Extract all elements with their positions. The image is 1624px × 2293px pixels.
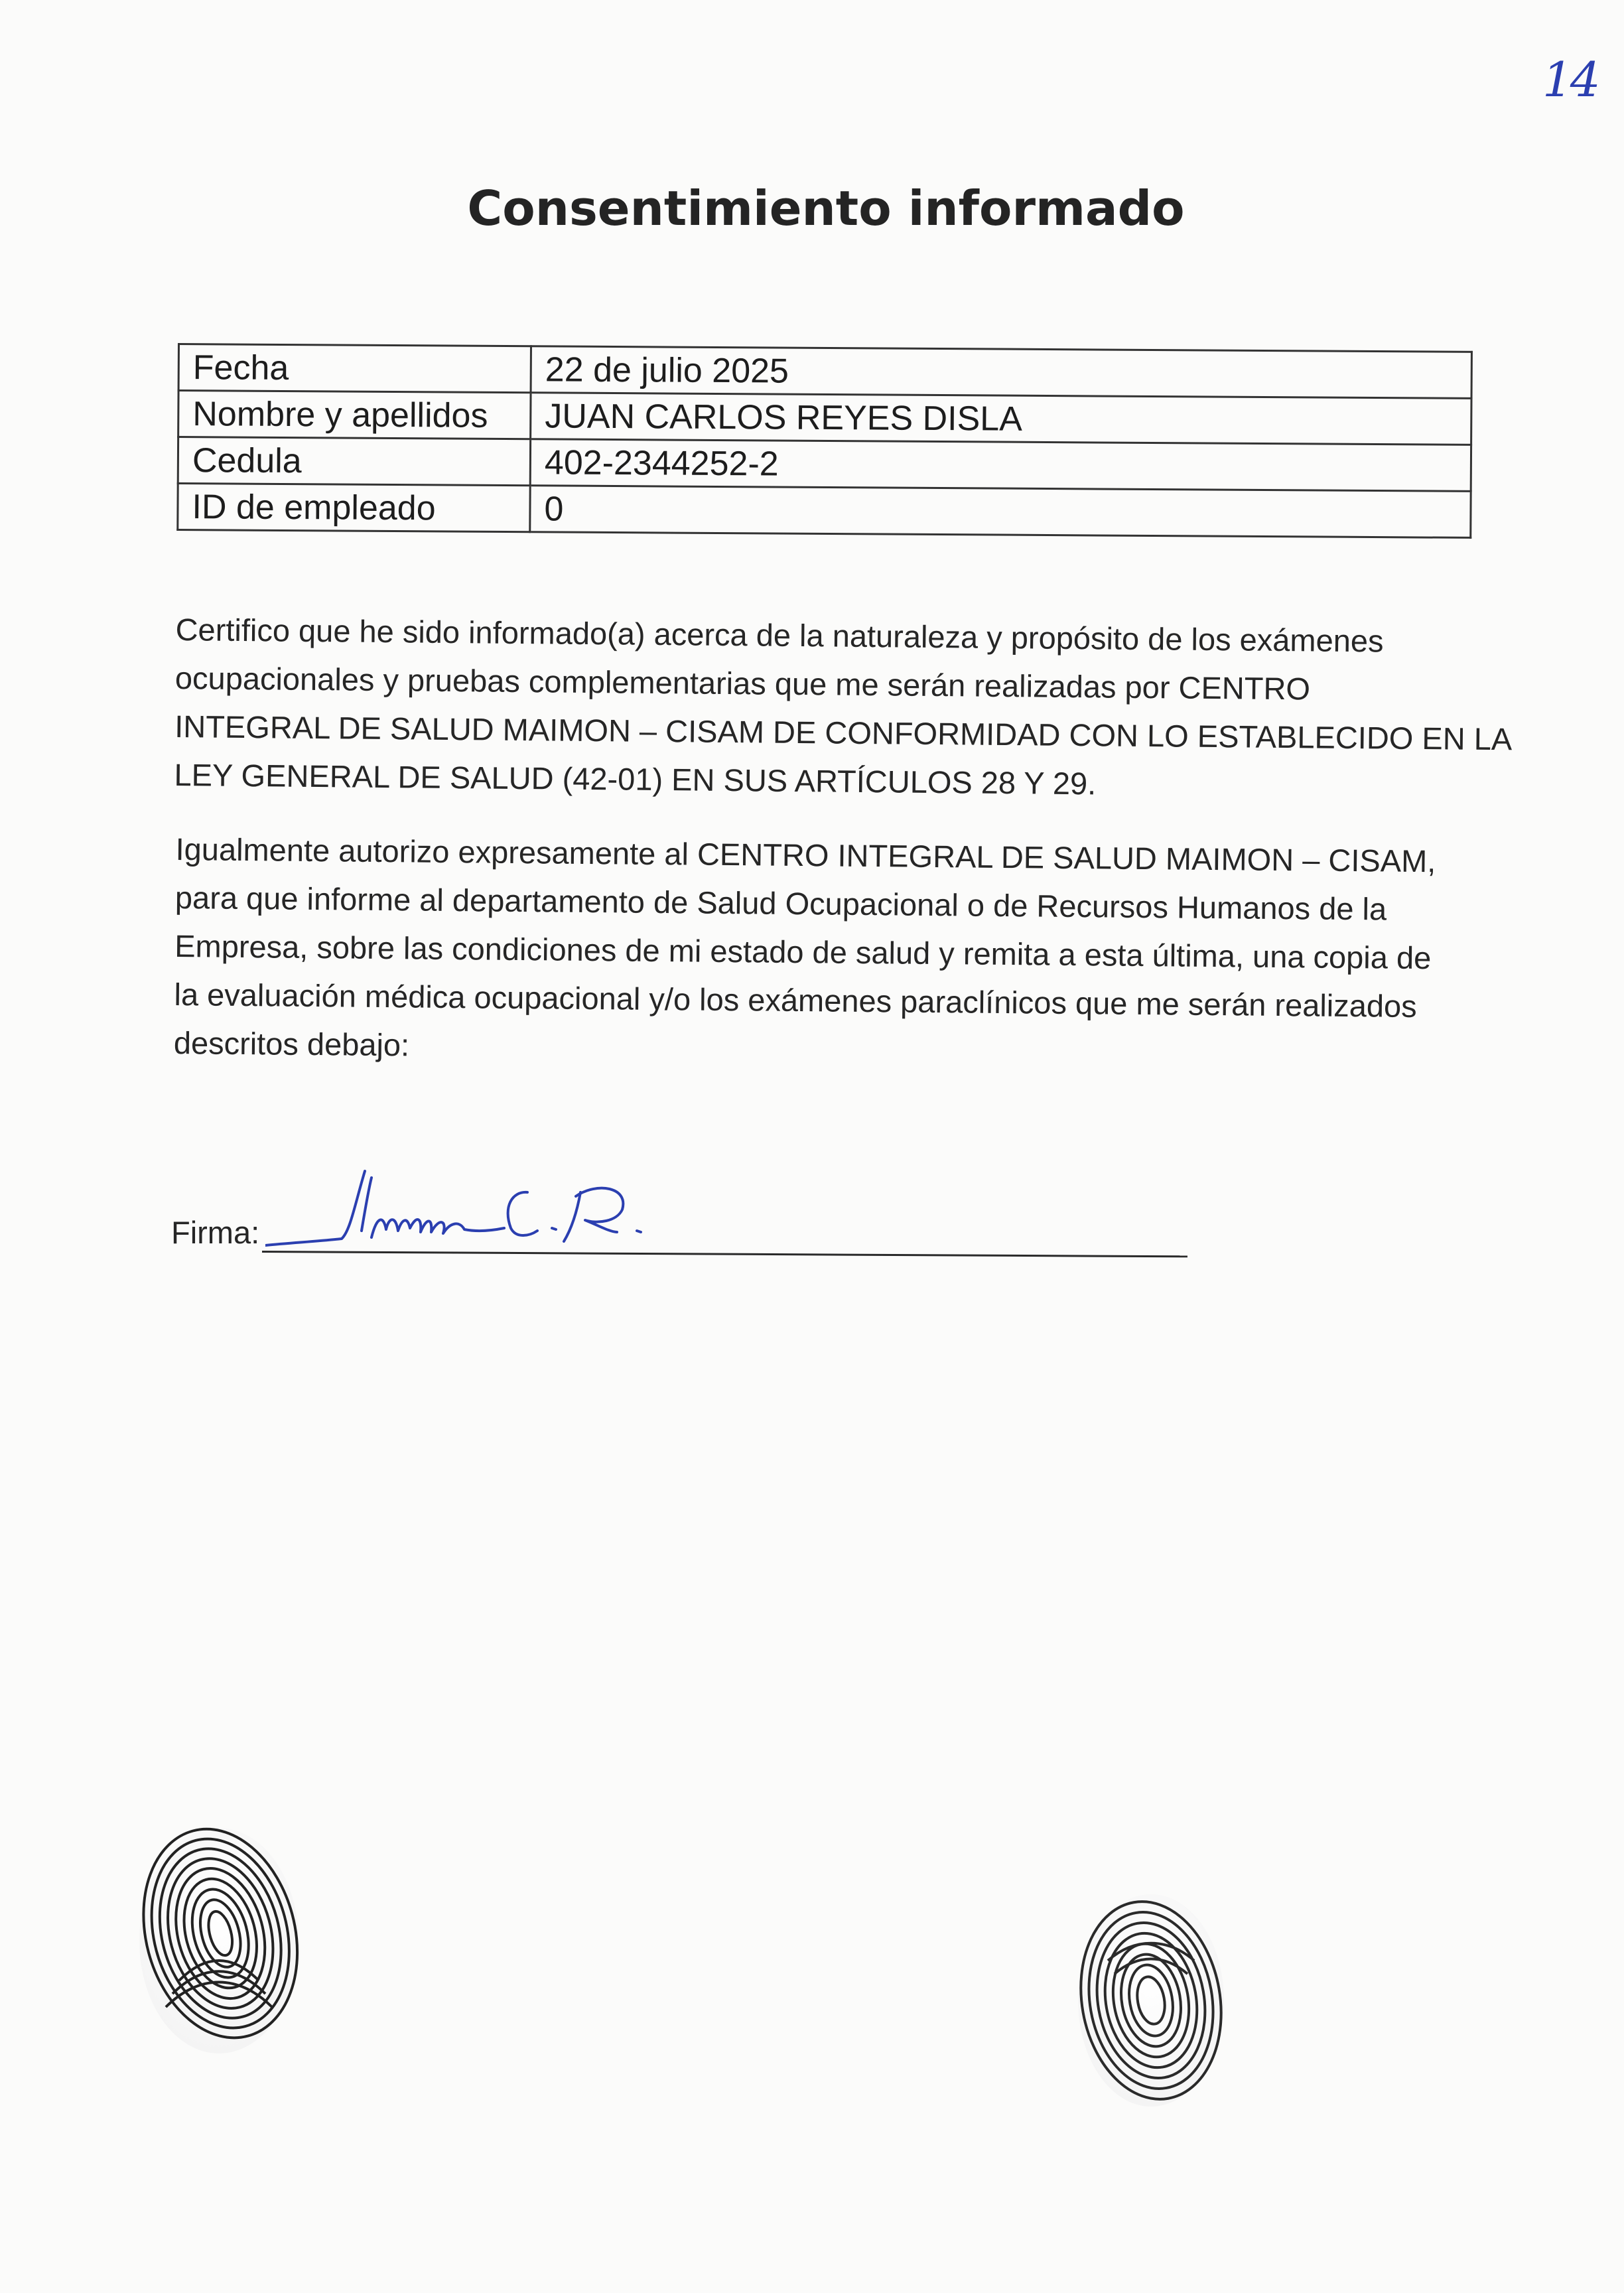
page-number-handwritten: 14 bbox=[1542, 52, 1598, 107]
fecha-value: 22 de julio 2025 bbox=[531, 346, 1471, 399]
signature-label: Firma: bbox=[171, 1215, 260, 1250]
paragraph-line: la evaluación médica ocupacional y/o los exámenes paraclínicos que me serán realizados bbox=[174, 976, 1417, 1024]
paragraph-line: ocupacionales y pruebas complementarias que me serán realizadas por CENTRO bbox=[174, 660, 1311, 707]
nombre-label: Nombre y apellidos bbox=[178, 391, 531, 439]
employee-id-label: ID de empleado bbox=[178, 484, 530, 532]
table-row bbox=[178, 484, 1471, 538]
right-fingerprint bbox=[1071, 1884, 1231, 2117]
cedula-label: Cedula bbox=[178, 437, 530, 486]
table-row bbox=[178, 437, 1471, 492]
cedula-value: 402-2344252-2 bbox=[530, 439, 1471, 492]
left-fingerprint bbox=[133, 1818, 305, 2063]
info-table bbox=[176, 343, 1473, 539]
table-row bbox=[178, 391, 1471, 445]
paragraph-line: Certifico que he sido informado(a) acerca de la naturaleza y propósito de los exámenes bbox=[175, 611, 1384, 659]
employee-id-value: 0 bbox=[530, 486, 1471, 538]
page-title: Consentimiento informado bbox=[467, 180, 1185, 236]
paragraph-line: INTEGRAL DE SALUD MAIMON – CISAM DE CONFORMIDAD CON LO ESTABLECIDO EN LA bbox=[174, 708, 1513, 757]
authorization-paragraph bbox=[173, 825, 1502, 1079]
paragraph-line: para que informe al departamento de Salud Ocupacional o de Recursos Humanos de la bbox=[174, 879, 1387, 927]
certification-paragraph bbox=[174, 605, 1513, 811]
paragraph-line: descritos debajo: bbox=[173, 1024, 410, 1063]
paragraph-line: Igualmente autorizo expresamente al CENTRO INTEGRAL DE SALUD MAIMON – CISAM, bbox=[175, 831, 1436, 879]
paragraph-line: LEY GENERAL DE SALUD (42-01) EN SUS ARTÍCULOS 28 Y 29. bbox=[174, 756, 1097, 801]
fecha-label: Fecha bbox=[178, 344, 531, 393]
paragraph-line: Empresa, sobre las condiciones de mi estado de salud y remita a esta última, una copia de bbox=[174, 928, 1432, 976]
handwritten-signature bbox=[265, 1164, 730, 1271]
nombre-value: JUAN CARLOS REYES DISLA bbox=[531, 393, 1471, 445]
table-row bbox=[178, 344, 1471, 399]
